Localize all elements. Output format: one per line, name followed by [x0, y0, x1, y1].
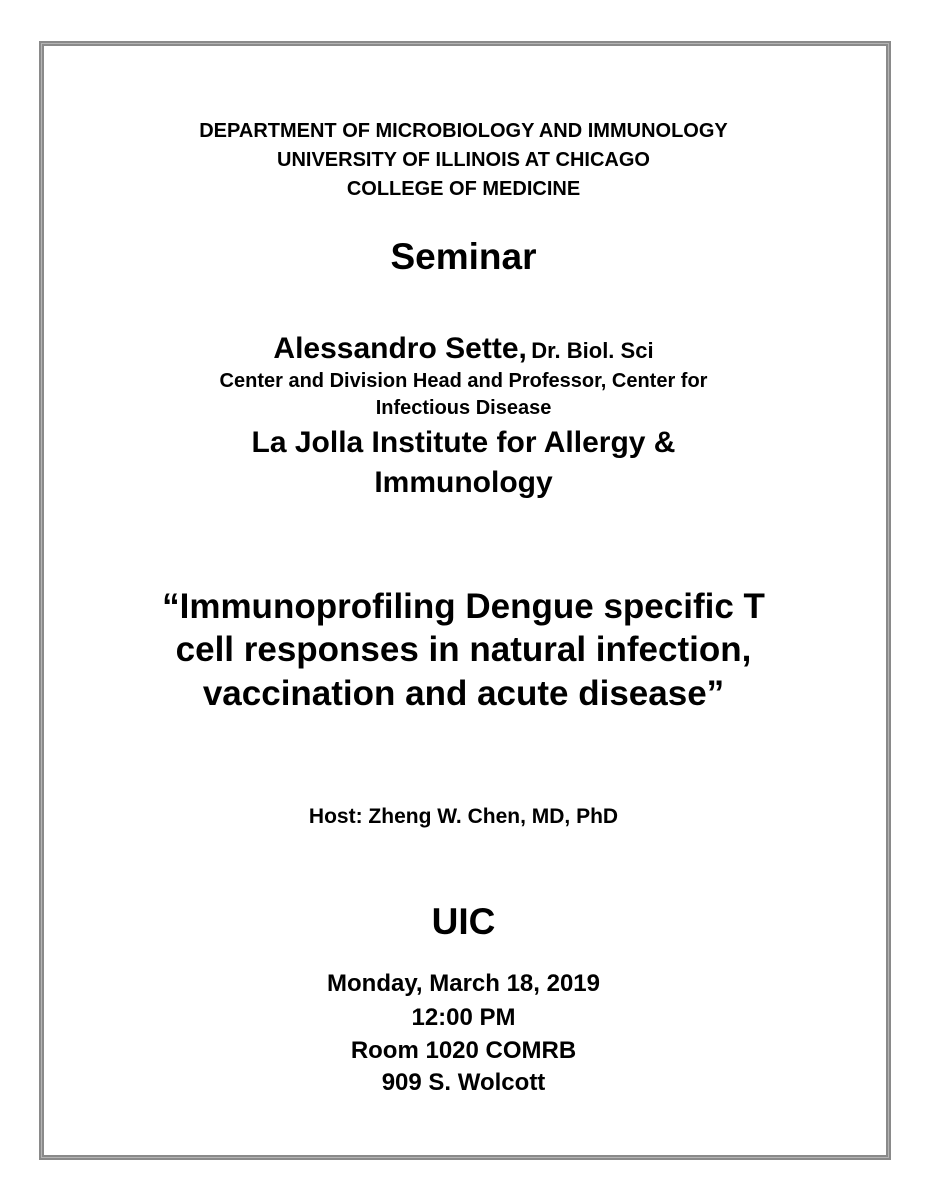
event-type-heading: Seminar	[390, 236, 537, 277]
speaker-role-line-1: Center and Division Head and Professor, Center for	[219, 370, 708, 392]
venue-heading: UIC	[431, 901, 496, 942]
university-name: UNIVERSITY OF ILLINOIS AT CHICAGO	[277, 149, 650, 171]
talk-title-line-2: cell responses in natural infection,	[175, 630, 752, 669]
institute-line-1: La Jolla Institute for Allergy &	[251, 426, 676, 459]
event-date: Monday, March 18, 2019	[327, 970, 600, 997]
speaker-degree: Dr. Biol. Sci	[531, 338, 654, 363]
college-name: COLLEGE OF MEDICINE	[346, 178, 581, 200]
institute-line-2: Immunology	[374, 466, 553, 499]
event-address: 909 S. Wolcott	[381, 1069, 546, 1096]
talk-title-line-1: “Immunoprofiling Dengue specific T	[162, 587, 765, 626]
department-name: DEPARTMENT OF MICROBIOLOGY AND IMMUNOLOGY	[199, 120, 728, 142]
speaker-name: Alessandro Sette,	[273, 332, 527, 365]
talk-title-line-3: vaccination and acute disease”	[202, 674, 725, 713]
host-line: Host: Zheng W. Chen, MD, PhD	[308, 805, 619, 828]
speaker-role-line-2: Infectious Disease	[375, 397, 552, 419]
speaker-line	[0, 334, 927, 364]
event-room: Room 1020 COMRB	[350, 1037, 577, 1064]
event-time: 12:00 PM	[411, 1004, 516, 1031]
